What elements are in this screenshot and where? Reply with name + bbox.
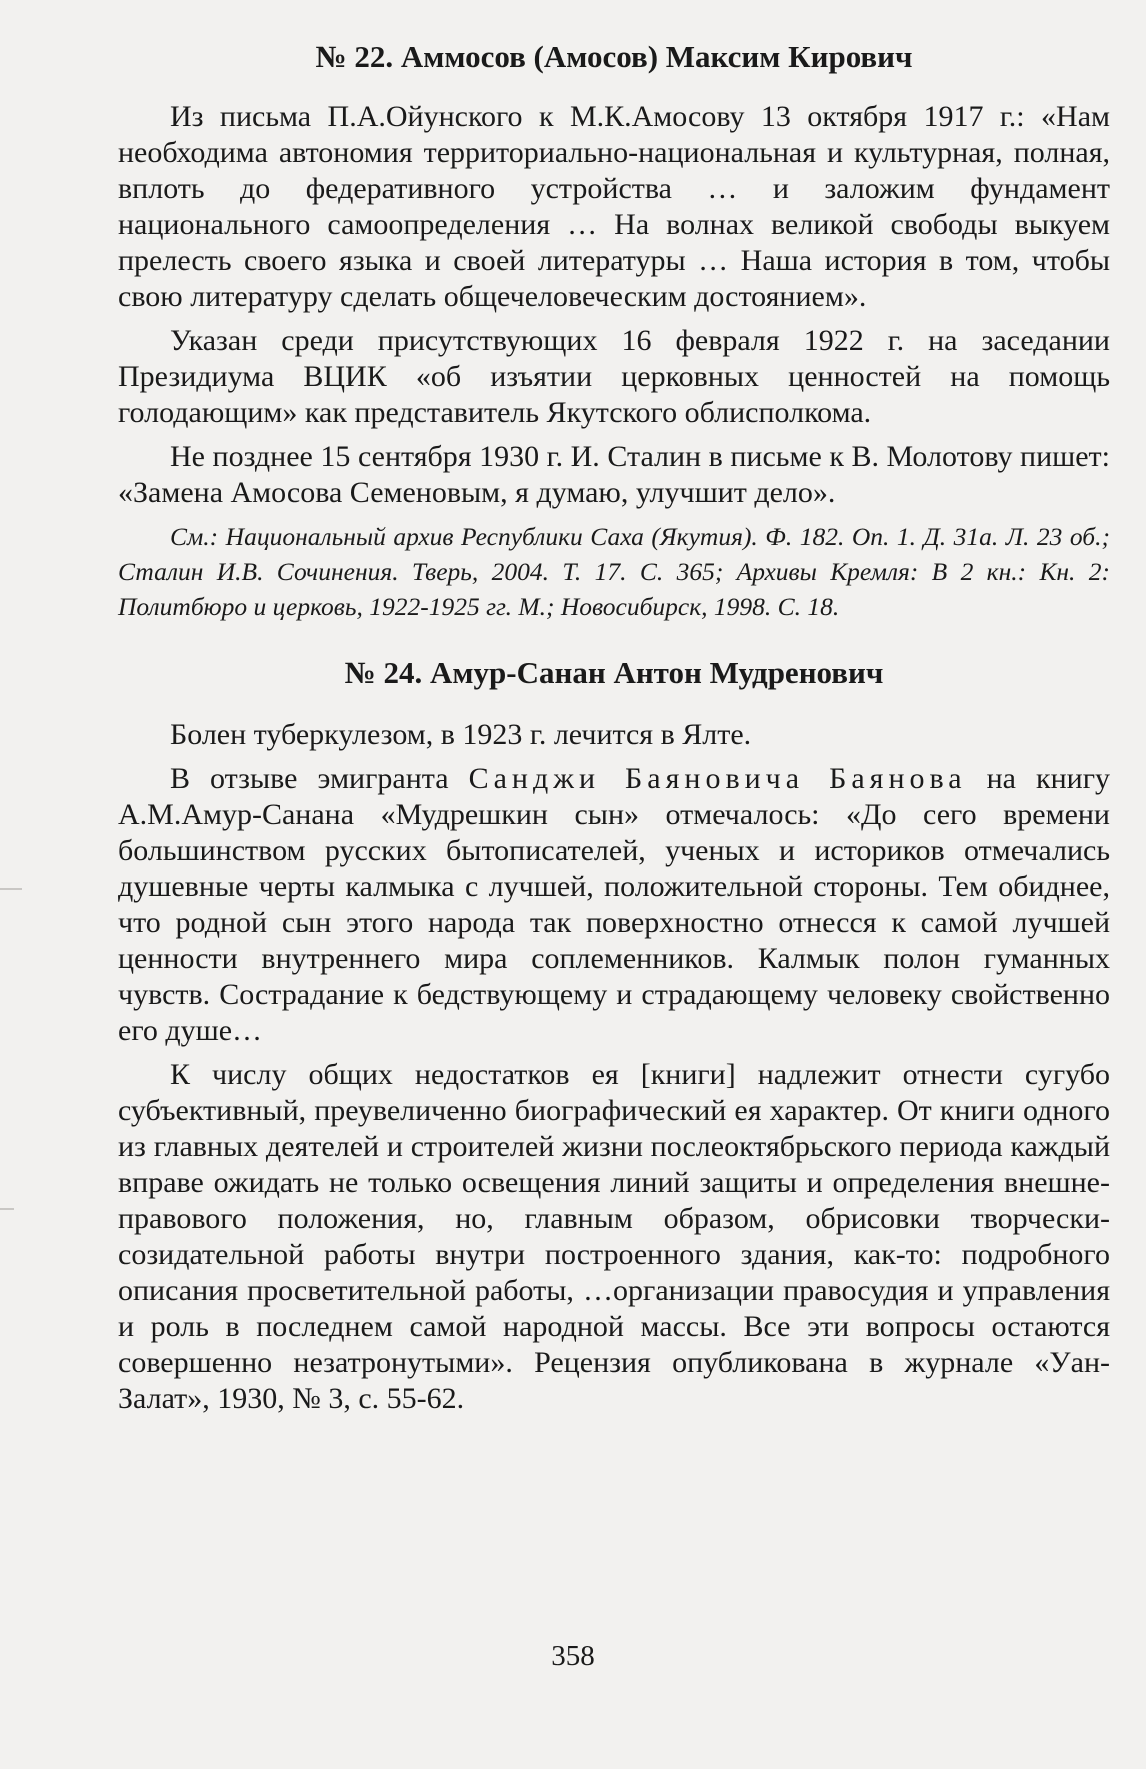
emigrant-name: Санджи Баяновича Баянова [468,761,967,795]
entry-24-paragraph-2 [118,761,1110,1049]
entry-24-paragraph-3: К числу общих недостатков ея [книги] надлежит отнести сугубо субъективный, преувеличенно биографический ея характер. От книги одного из главных деятелей и строителей жизни послеоктябрьского периода каждый вправе ожидать не только освещения линий защиты и определения внешне-правового положения, но, главным образом, обрисовки творчески-созидательной работы внутри построенного здания, как-то: подробного описания просветительной работы, …организации правосудия и управления и роль в последнем самой народной массы. Все эти вопросы остаются совершенно незатронутыми». Рецензия опубликована в журнале «Уан-Залат», 1930, № 3, с. 55-62. [118,1057,1110,1415]
scan-edge-mark [0,888,22,890]
entry-22-paragraph-2: Указан среди присутствующих 16 февраля 1922 г. на заседании Президиума ВЦИК «об изъятии церковных ценностей на помощь голодающим» как представитель Якутского облисполкома. [118,323,1110,429]
entry-22-paragraph-1: Из письма П.А.Ойунского к М.К.Амосову 13 октября 1917 г.: «Нам необходима автономия территориально-национальная и культурная, полная, вплоть до федеративного устройства … и заложим фундамент национального самоопределения … На волнах великой свободы выкуем прелесть своего языка и своей литературы … Наша история в том, чтобы свою литературу сделать общечеловеческим достоянием». [118,99,1110,313]
page-number: 358 [551,1640,595,1672]
entry-24-paragraph-2-start: В отзыве эмигранта [170,761,469,795]
document-page [118,38,1110,1425]
entry-22-paragraph-3: Не позднее 15 сентября 1930 г. И. Сталин в письме к В. Молотову пишет: «Замена Амосова Семеновым, я думаю, улучшит дело». [118,439,1110,509]
entry-24-title: № 24. Амур-Санан Антон Мудренович [344,654,884,690]
entry-24-paragraph-1: Болен туберкулезом, в 1923 г. лечится в Ялте. [170,717,752,751]
entry-24-paragraph-2-rest: на книгу А.М.Амур-Санана «Мудрешкин сын» отмечалось: «До сего времени большинством русских бытописателей, ученых и историков отмечались душевные черты калмыка с лучшей, положительной стороны. Тем обиднее, что родной сын этого народа так поверхностно отнесся к самой лучшей ценности внутреннего мира соплеменников. Калмык полон гуманных чувств. Сострадание к бедствующему и страдающему человеку свойственно его душе… [118,761,1111,1047]
entry-22-title: № 22. Аммосов (Амосов) Максим Кирович [315,39,913,74]
scan-edge-mark [0,1208,14,1210]
entry-22-source-note: См.: Национальный архив Республики Саха (Якутия). Ф. 182. Оп. 1. Д. 31а. Л. 23 об.; Сталин И.В. Сочинения. Тверь, 2004. Т. 17. С. 365; Архивы Кремля: В 2 кн.: Кн. 2: Политбюро и церковь, 1922-1925 гг. М.; Новосибирск, 1998. С. 18. [118,521,1110,621]
